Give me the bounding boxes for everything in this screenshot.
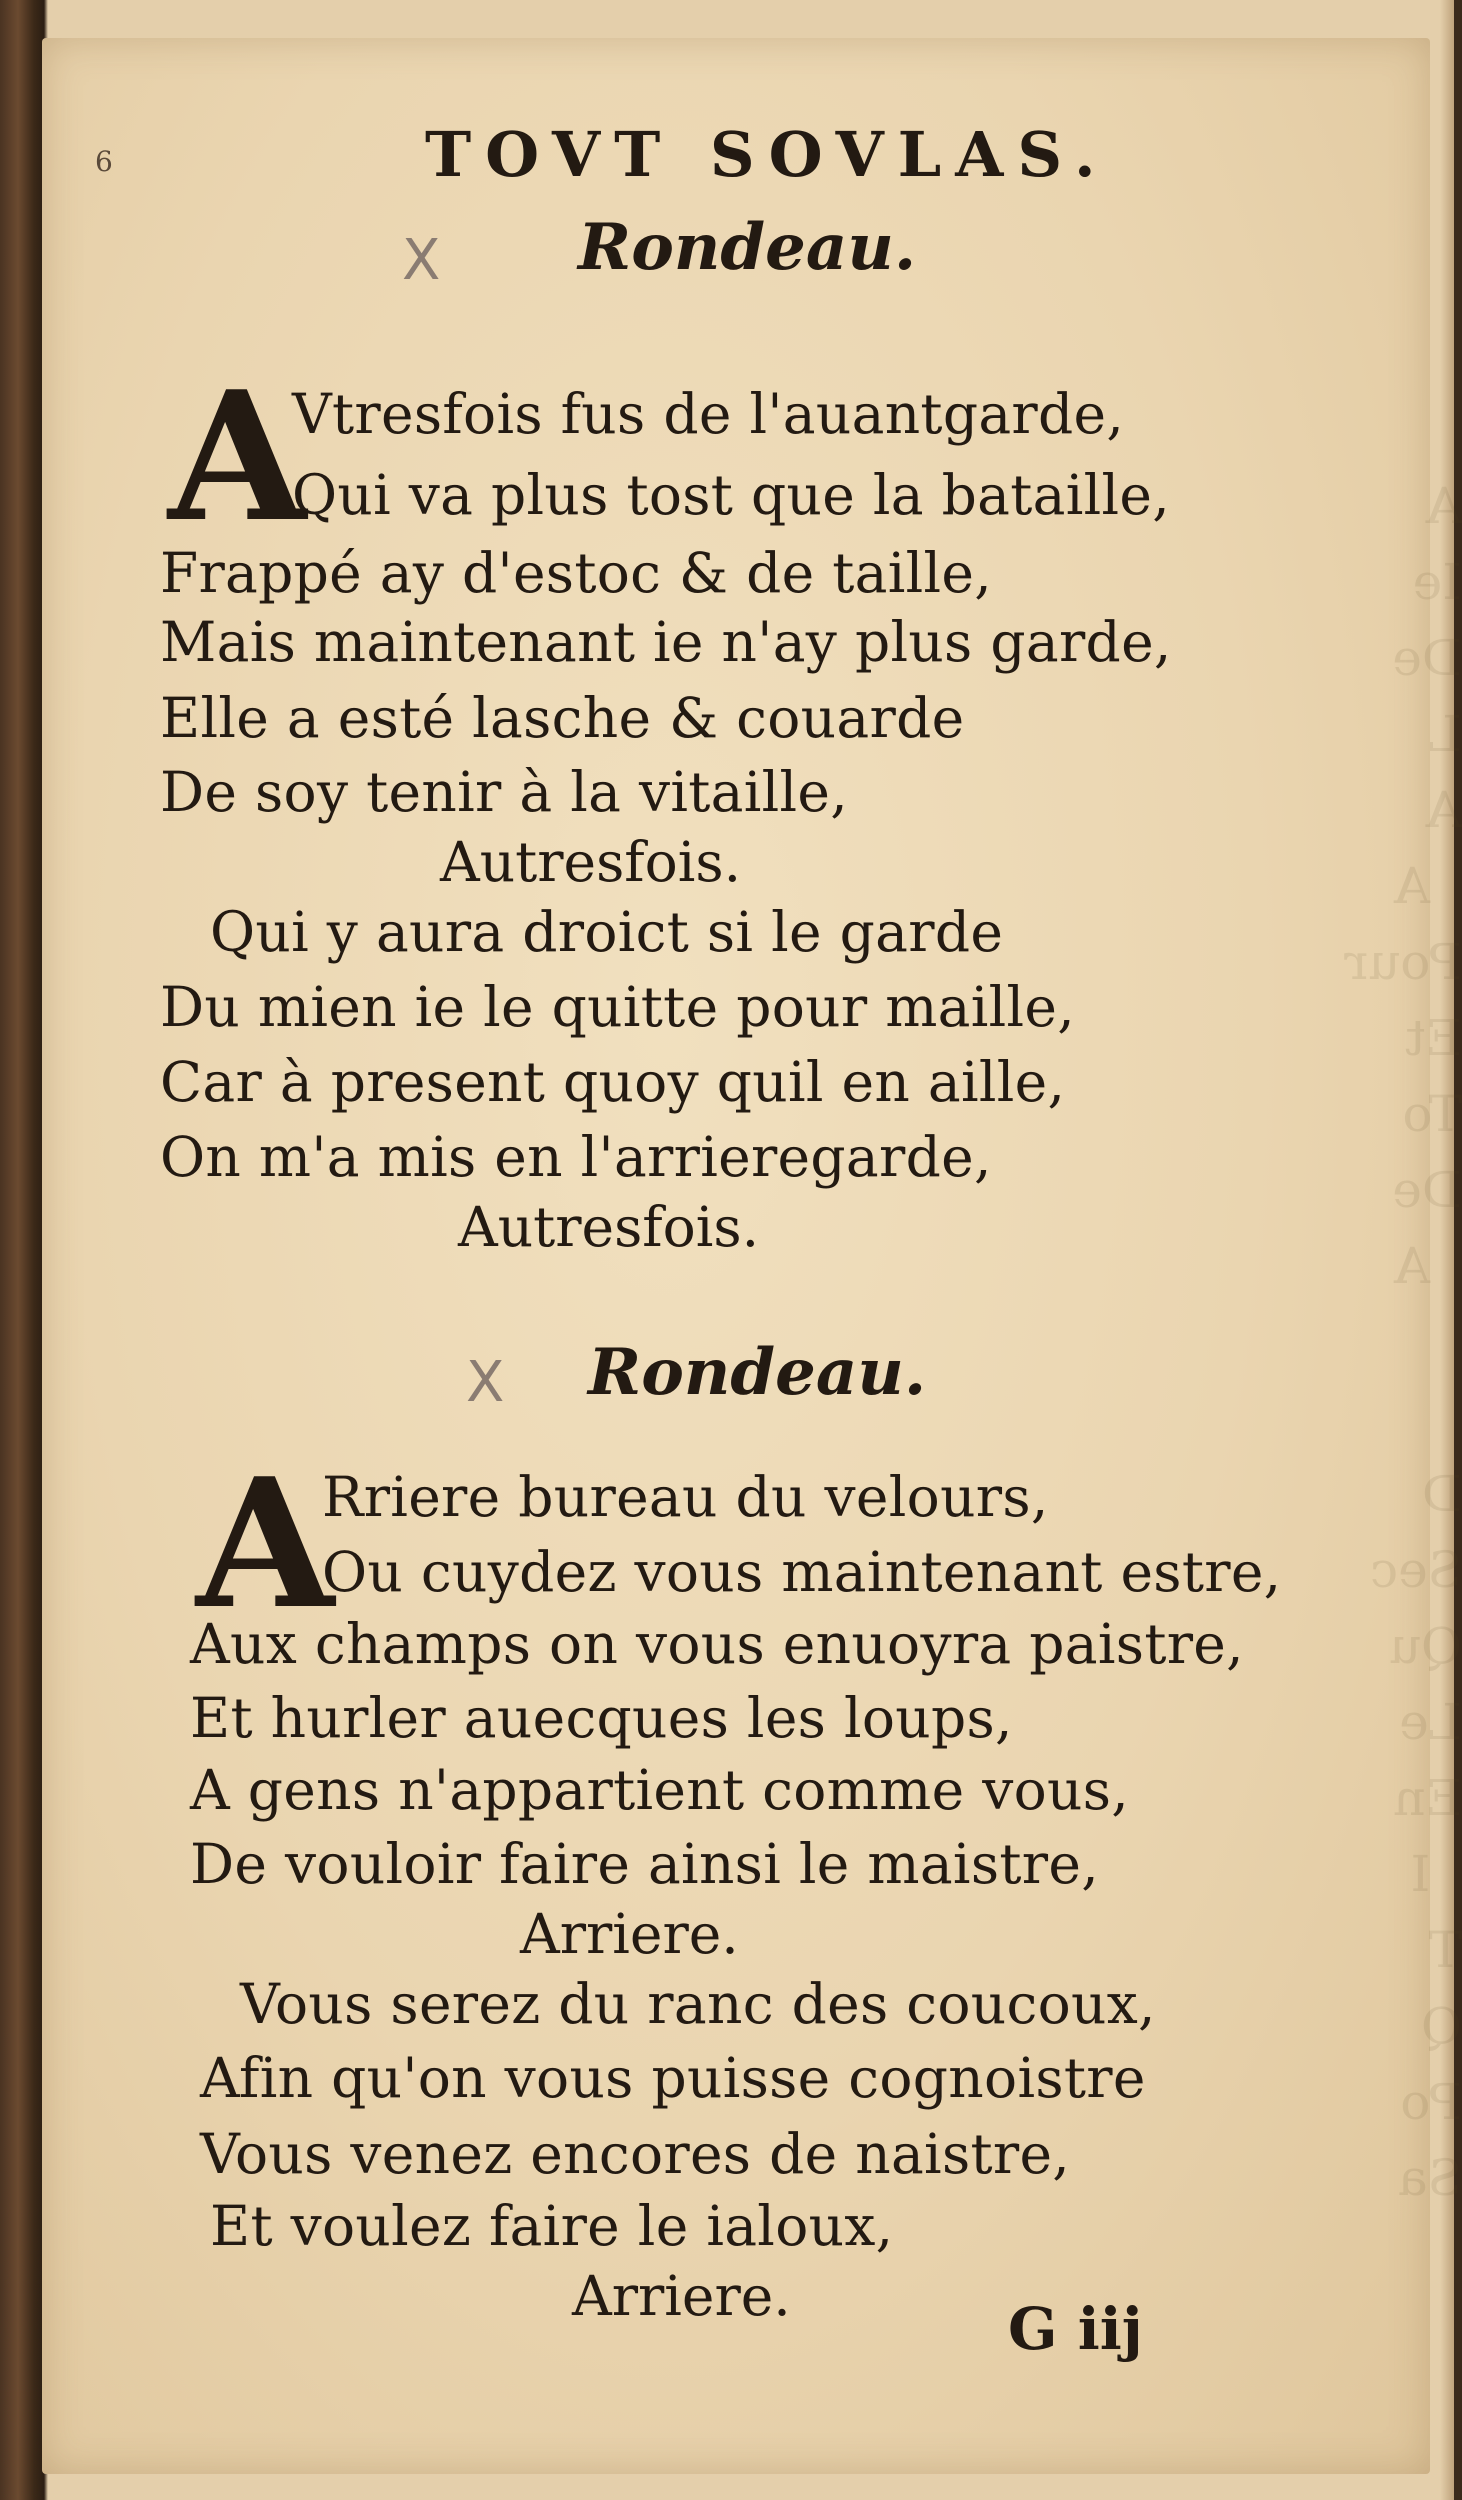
poem1-refrain-1: Autresfois. [440, 830, 742, 894]
poem1-line-1: Vtresfois fus de l'auantgarde, [292, 382, 1125, 446]
poem1-line-6: De soy tenir à la vitaille, [160, 760, 849, 824]
poem1-line-3: Frappé ay d'estoc & de taille, [160, 541, 993, 605]
poem2-line-5: A gens n'appartient comme vous, [190, 1758, 1130, 1822]
poem1-dropcap: A [168, 352, 307, 561]
signature-mark: G iij [1008, 2295, 1143, 2363]
poem1-title: Rondeau. [578, 210, 917, 285]
show-through-text: A Ie De L A A Pour Et To De A D Sec Qu Le En I T Q Po Sa [1344, 477, 1462, 2207]
poem1-line-4: Mais maintenant ie n'ay plus garde, [160, 610, 1172, 674]
margin-x-mark: X [466, 1350, 505, 1415]
poem2-line-2: Ou cuydez vous maintenant estre, [322, 1540, 1282, 1604]
poem1-refrain-2: Autresfois. [458, 1195, 760, 1259]
poem2-line-3: Aux champs on vous enuoyra paistre, [190, 1612, 1244, 1676]
margin-x-mark: X [402, 228, 441, 293]
poem1-line-8: Qui y aura droict si le garde [210, 900, 1004, 964]
poem1-line-9: Du mien ie le quitte pour maille, [160, 975, 1076, 1039]
poem2-line-11: Et voulez faire le ialoux, [210, 2194, 894, 2258]
poem1-line-5: Elle a esté lasche & couarde [160, 686, 965, 750]
poem1-line-11: On m'a mis en l'arrieregarde, [160, 1125, 992, 1189]
poem2-line-6: De vouloir faire ainsi le maistre, [190, 1832, 1099, 1896]
poem2-dropcap: A [196, 1439, 335, 1648]
poem2-line-4: Et hurler auecques les loups, [190, 1686, 1013, 1750]
poem2-line-9: Afin qu'on vous puisse cognoistre [200, 2046, 1146, 2110]
poem2-line-10: Vous venez encores de naistre, [200, 2122, 1071, 2186]
folio-number: 6 [95, 145, 113, 178]
poem1-line-10: Car à present quoy quil en aille, [160, 1050, 1066, 1114]
running-head: TOVT SOVLAS. [425, 118, 1110, 191]
poem1-line-2: Qui va plus tost que la bataille, [292, 463, 1171, 527]
poem2-line-1: Rriere bureau du velours, [322, 1465, 1049, 1529]
poem2-refrain-2: Arriere. [572, 2264, 791, 2328]
poem2-title: Rondeau. [588, 1335, 927, 1410]
poem2-line-8: Vous serez du ranc des coucoux, [240, 1972, 1156, 2036]
poem2-refrain-1: Arriere. [520, 1902, 739, 1966]
